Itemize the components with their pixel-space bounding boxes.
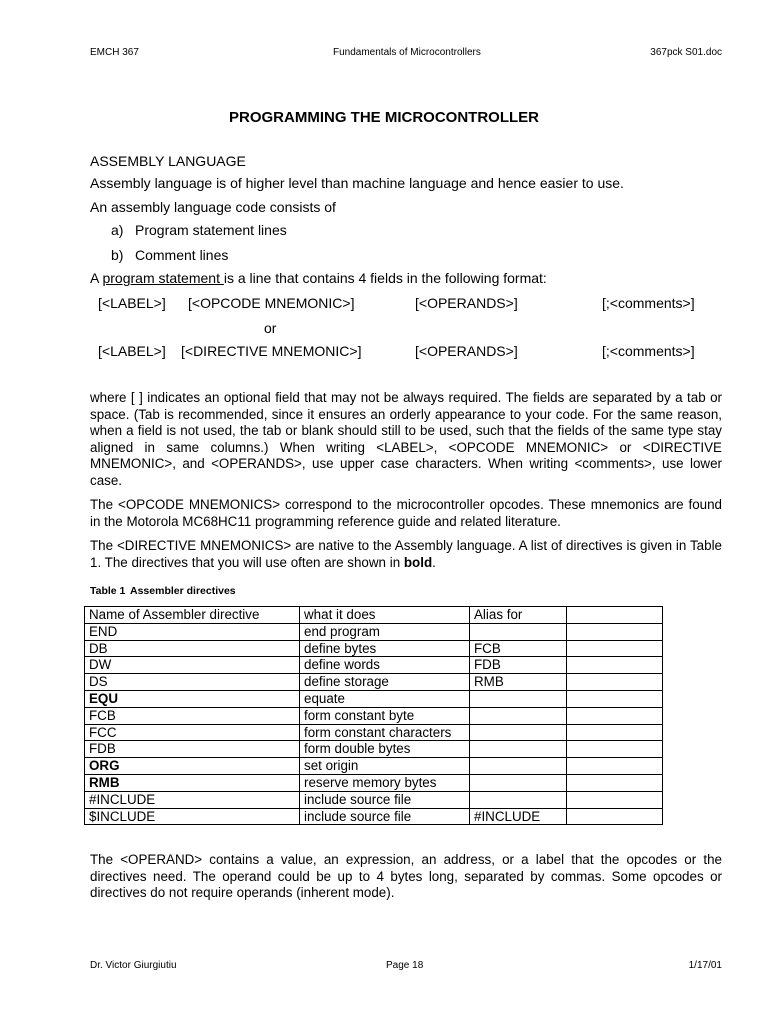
empty-cell xyxy=(567,690,663,707)
directive-alias-cell xyxy=(470,758,567,775)
program-statement-term: program statement xyxy=(102,270,224,286)
paragraph-opcode: The <OPCODE MNEMONICS> correspond to the microcontroller opcodes. These mnemonics are found in the Motorola MC68HC11 programming reference guide and related literature. xyxy=(90,497,722,529)
table-header-row xyxy=(85,607,663,624)
directive-description-cell: reserve memory bytes xyxy=(300,774,470,791)
directive-description-cell: define words xyxy=(300,657,470,674)
directive-name-cell: $INCLUDE xyxy=(85,808,300,825)
intro-line: Assembly language is of higher level than machine language and hence easier to use. xyxy=(90,175,624,191)
directive-name-cell: FCB xyxy=(85,707,300,724)
paragraph-where: where [ ] indicates an optional field that may not be always required. The fields are separated by a tab or space. (Tab is recommended, since it ensures an orderly appearance to your code. For the same reason, when a field is not used, the tab or blank should still to be used, such that the fields of the same type stay aligned in same columns.) When writing <LABEL>, <OPCODE MNEMONIC> or <DIRECTIVE MNEMONIC>, and <OPERANDS>, use upper case characters. When writing <comments>, use lower case. xyxy=(90,390,722,488)
directive-description-cell: end program xyxy=(300,623,470,640)
directive-name-cell: DW xyxy=(85,657,300,674)
directive-description-cell: equate xyxy=(300,690,470,707)
directive-description-cell: form constant byte xyxy=(300,707,470,724)
directive-name-cell: ORG xyxy=(85,758,300,775)
directive-alias-cell xyxy=(470,774,567,791)
table-header-cell: Alias for xyxy=(470,607,567,624)
paragraph-directive xyxy=(90,538,722,571)
directive-description-cell: form constant characters xyxy=(300,724,470,741)
empty-cell xyxy=(567,707,663,724)
empty-cell xyxy=(567,623,663,640)
directive-description-cell: include source file xyxy=(300,791,470,808)
list-item-label: a) xyxy=(111,222,124,238)
directive-alias-cell xyxy=(470,690,567,707)
directive-alias-cell xyxy=(470,724,567,741)
directive-alias-cell: FCB xyxy=(470,640,567,657)
footer-date: 1/17/01 xyxy=(688,960,722,971)
paragraph-directive-end: . xyxy=(432,554,436,570)
directive-alias-cell: FDB xyxy=(470,657,567,674)
directive-name-cell: RMB xyxy=(85,774,300,791)
directive-alias-cell xyxy=(470,791,567,808)
format-comments: [;<comments>] xyxy=(602,295,695,311)
directive-description-cell: form double bytes xyxy=(300,741,470,758)
header-left: EMCH 367 xyxy=(90,47,139,58)
table-row xyxy=(85,640,663,657)
paragraph-directive-text: The <DIRECTIVE MNEMONICS> are native to the Assembly language. A list of directives is given in Table 1. The directives that you will use often are shown in xyxy=(90,538,722,570)
empty-cell xyxy=(567,657,663,674)
empty-cell xyxy=(567,791,663,808)
directive-alias-cell: #INCLUDE xyxy=(470,808,567,825)
list-item-label: b) xyxy=(111,247,124,263)
empty-cell xyxy=(567,774,663,791)
directive-description-cell: define storage xyxy=(300,674,470,691)
directives-table xyxy=(84,606,663,825)
header-center: Fundamentals of Microcontrollers xyxy=(333,47,481,58)
format-label: [<LABEL>] xyxy=(98,343,166,359)
directive-name-cell: END xyxy=(85,623,300,640)
directive-name-cell: FDB xyxy=(85,741,300,758)
empty-cell xyxy=(567,741,663,758)
table-row xyxy=(85,623,663,640)
table-caption-title: Assembler directives xyxy=(130,585,236,597)
table-header-cell: Name of Assembler directive xyxy=(85,607,300,624)
paragraph-directive-bold: bold xyxy=(403,554,433,570)
empty-cell xyxy=(567,640,663,657)
directive-description-cell: define bytes xyxy=(300,640,470,657)
empty-cell xyxy=(567,808,663,825)
format-operands: [<OPERANDS>] xyxy=(415,343,518,359)
table-caption-number: Table 1 xyxy=(90,585,126,597)
header-right: 367pck S01.doc xyxy=(650,47,722,58)
list-item-text: Program statement lines xyxy=(135,222,287,238)
table-header-cell xyxy=(567,607,663,624)
empty-cell xyxy=(567,674,663,691)
page-title: PROGRAMMING THE MICROCONTROLLER xyxy=(229,109,539,126)
directive-name-cell: DS xyxy=(85,674,300,691)
table-row xyxy=(85,758,663,775)
table-header-cell: what it does xyxy=(300,607,470,624)
format-or: or xyxy=(264,320,277,336)
empty-cell xyxy=(567,758,663,775)
directive-name-cell: FCC xyxy=(85,724,300,741)
directive-alias-cell: RMB xyxy=(470,674,567,691)
directive-description-cell: include source file xyxy=(300,808,470,825)
directive-name-cell: #INCLUDE xyxy=(85,791,300,808)
table-row xyxy=(85,674,663,691)
directive-alias-cell xyxy=(470,623,567,640)
program-statement-prefix: A xyxy=(90,270,103,286)
consists-line: An assembly language code consists of xyxy=(90,199,336,215)
table-row xyxy=(85,741,663,758)
empty-cell xyxy=(567,724,663,741)
table-row xyxy=(85,707,663,724)
format-opcode-mnemonic: [<OPCODE MNEMONIC>] xyxy=(188,295,355,311)
directive-description-cell: set origin xyxy=(300,758,470,775)
footer-author: Dr. Victor Giurgiutiu xyxy=(90,960,177,971)
list-item-text: Comment lines xyxy=(135,247,229,263)
program-statement-rest: is a line that contains 4 fields in the following format: xyxy=(223,270,547,286)
format-label: [<LABEL>] xyxy=(98,295,166,311)
format-operands: [<OPERANDS>] xyxy=(415,295,518,311)
directive-name-cell: DB xyxy=(85,640,300,657)
list-item xyxy=(111,222,287,238)
table-row xyxy=(85,657,663,674)
section-heading: ASSEMBLY LANGUAGE xyxy=(90,153,246,169)
table-row xyxy=(85,774,663,791)
table-caption xyxy=(90,585,236,597)
table-row xyxy=(85,808,663,825)
list-item xyxy=(111,247,228,263)
table-row xyxy=(85,724,663,741)
format-comments: [;<comments>] xyxy=(602,343,695,359)
directive-name-cell: EQU xyxy=(85,690,300,707)
table-row xyxy=(85,791,663,808)
footer-page-number: Page 18 xyxy=(386,960,424,971)
table-row xyxy=(85,690,663,707)
directive-alias-cell xyxy=(470,741,567,758)
format-directive-mnemonic: [<DIRECTIVE MNEMONIC>] xyxy=(181,343,362,359)
paragraph-operand: The <OPERAND> contains a value, an expression, an address, or a label that the opcodes or the directives need. The operand could be up to 4 bytes long, separated by commas. Some opcodes or directives do not require operands (inherent mode). xyxy=(90,852,722,900)
directive-alias-cell xyxy=(470,707,567,724)
program-statement-line xyxy=(90,270,547,287)
